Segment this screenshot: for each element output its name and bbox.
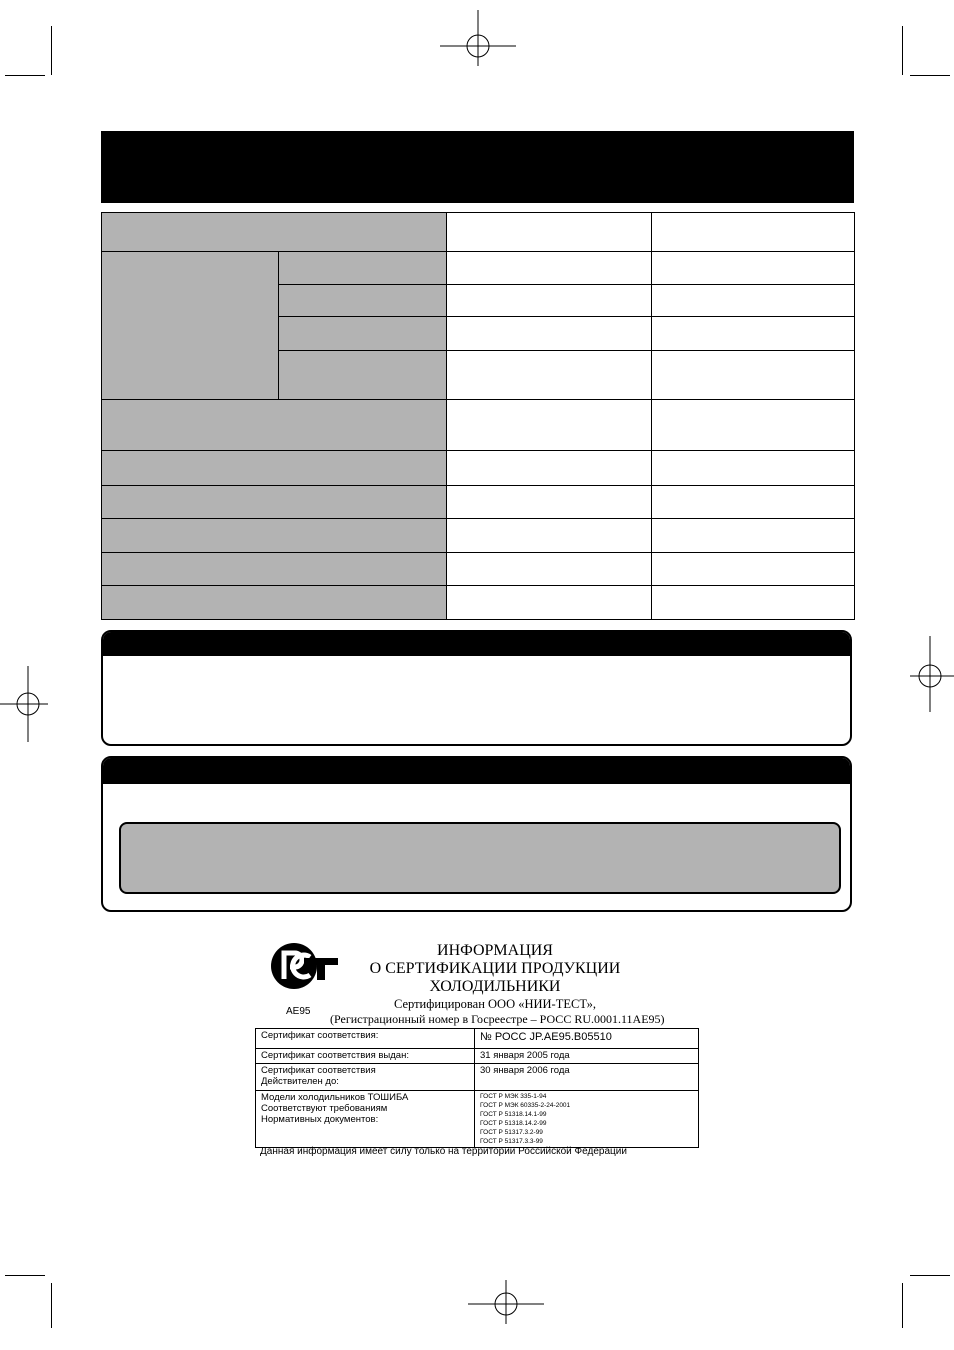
table-cell bbox=[446, 399, 652, 451]
cert-footnote: Данная информация имеет силу только на территории Российской Федерации bbox=[260, 1146, 627, 1157]
table-row bbox=[256, 1049, 699, 1064]
table-cell bbox=[101, 212, 447, 252]
table-cell bbox=[446, 316, 652, 351]
certified-by: Сертифицирован ООО «НИИ-ТЕСТ», bbox=[393, 997, 597, 1011]
header-bar bbox=[101, 131, 854, 203]
table-cell bbox=[101, 552, 447, 586]
table-cell bbox=[278, 350, 447, 400]
warning-panel bbox=[101, 756, 852, 912]
registration-mark-icon bbox=[440, 10, 516, 86]
table-cell bbox=[101, 585, 447, 620]
table-cell bbox=[651, 399, 855, 451]
table-cell bbox=[446, 518, 652, 553]
cert-value: 30 января 2006 года bbox=[475, 1064, 699, 1091]
cert-label: Модели холодильников ТОШИБА Соответствуют требованиям Нормативных документов: bbox=[256, 1091, 475, 1148]
table-cell bbox=[446, 350, 652, 400]
cert-title-line: ИНФОРМАЦИЯ bbox=[437, 942, 553, 959]
table-cell bbox=[651, 350, 855, 400]
table-cell bbox=[446, 284, 652, 317]
cert-value: № РОСС JP.AE95.B05510 bbox=[475, 1029, 699, 1049]
table-cell bbox=[651, 284, 855, 317]
crop-mark bbox=[51, 26, 52, 75]
cert-label: Сертификат соответствия: bbox=[256, 1029, 475, 1049]
cert-label: Сертификат соответствия выдан: bbox=[256, 1049, 475, 1064]
table-cell bbox=[446, 485, 652, 519]
table-cell bbox=[278, 284, 447, 317]
crop-mark bbox=[910, 1275, 950, 1276]
table-cell bbox=[446, 251, 652, 285]
table-cell bbox=[278, 316, 447, 351]
table-cell bbox=[651, 316, 855, 351]
table-cell bbox=[651, 552, 855, 586]
table-row bbox=[256, 1029, 699, 1049]
cert-value: ГОСТ Р МЭК 335-1-94 ГОСТ Р МЭК 60335-2-24-2001 ГОСТ Р 51318.14.1-99 ГОСТ Р 51318.14.2-99 ГОСТ Р 51317.3.2-99 ГОСТ Р 51317.3.3-99 bbox=[475, 1091, 699, 1148]
crop-mark bbox=[902, 26, 903, 75]
cert-title-line: О СЕРТИФИКАЦИИ ПРОДУКЦИИ bbox=[369, 960, 621, 977]
crop-mark bbox=[910, 75, 950, 76]
table-cell bbox=[101, 518, 447, 553]
certification-table bbox=[255, 1028, 699, 1148]
table-cell bbox=[278, 251, 447, 285]
note-panel-header bbox=[103, 632, 850, 656]
crop-mark bbox=[902, 1283, 903, 1328]
registration-mark-icon bbox=[0, 666, 66, 742]
table-cell bbox=[651, 585, 855, 620]
table-cell bbox=[101, 485, 447, 519]
table-row bbox=[256, 1091, 699, 1148]
registration-mark-icon bbox=[892, 636, 954, 712]
crop-mark bbox=[5, 1275, 45, 1276]
cert-title-line: ХОЛОДИЛЬНИКИ bbox=[429, 978, 561, 995]
table-row bbox=[256, 1064, 699, 1091]
table-cell bbox=[101, 251, 279, 400]
crop-mark bbox=[51, 1283, 52, 1328]
table-cell bbox=[446, 552, 652, 586]
table-cell bbox=[446, 450, 652, 486]
spec-table bbox=[101, 212, 855, 620]
table-cell bbox=[651, 485, 855, 519]
note-panel bbox=[101, 630, 852, 746]
table-cell bbox=[651, 450, 855, 486]
cert-label: Сертификат соответствия Действителен до: bbox=[256, 1064, 475, 1091]
table-cell bbox=[101, 399, 447, 451]
table-cell bbox=[101, 450, 447, 486]
table-cell bbox=[651, 518, 855, 553]
crop-mark bbox=[5, 75, 45, 76]
registration-mark-icon bbox=[468, 1266, 544, 1342]
cert-value: 31 января 2005 года bbox=[475, 1049, 699, 1064]
registration-number: (Регистрационный номер в Госреестре – РОСС RU.0001.11АЕ95) bbox=[330, 1012, 665, 1026]
table-cell bbox=[446, 212, 652, 252]
warning-inner-box bbox=[119, 822, 841, 894]
warning-panel-header bbox=[103, 758, 850, 784]
table-cell bbox=[446, 585, 652, 620]
certification-code: AE95 bbox=[286, 1006, 311, 1017]
table-cell bbox=[651, 212, 855, 252]
table-cell bbox=[651, 251, 855, 285]
